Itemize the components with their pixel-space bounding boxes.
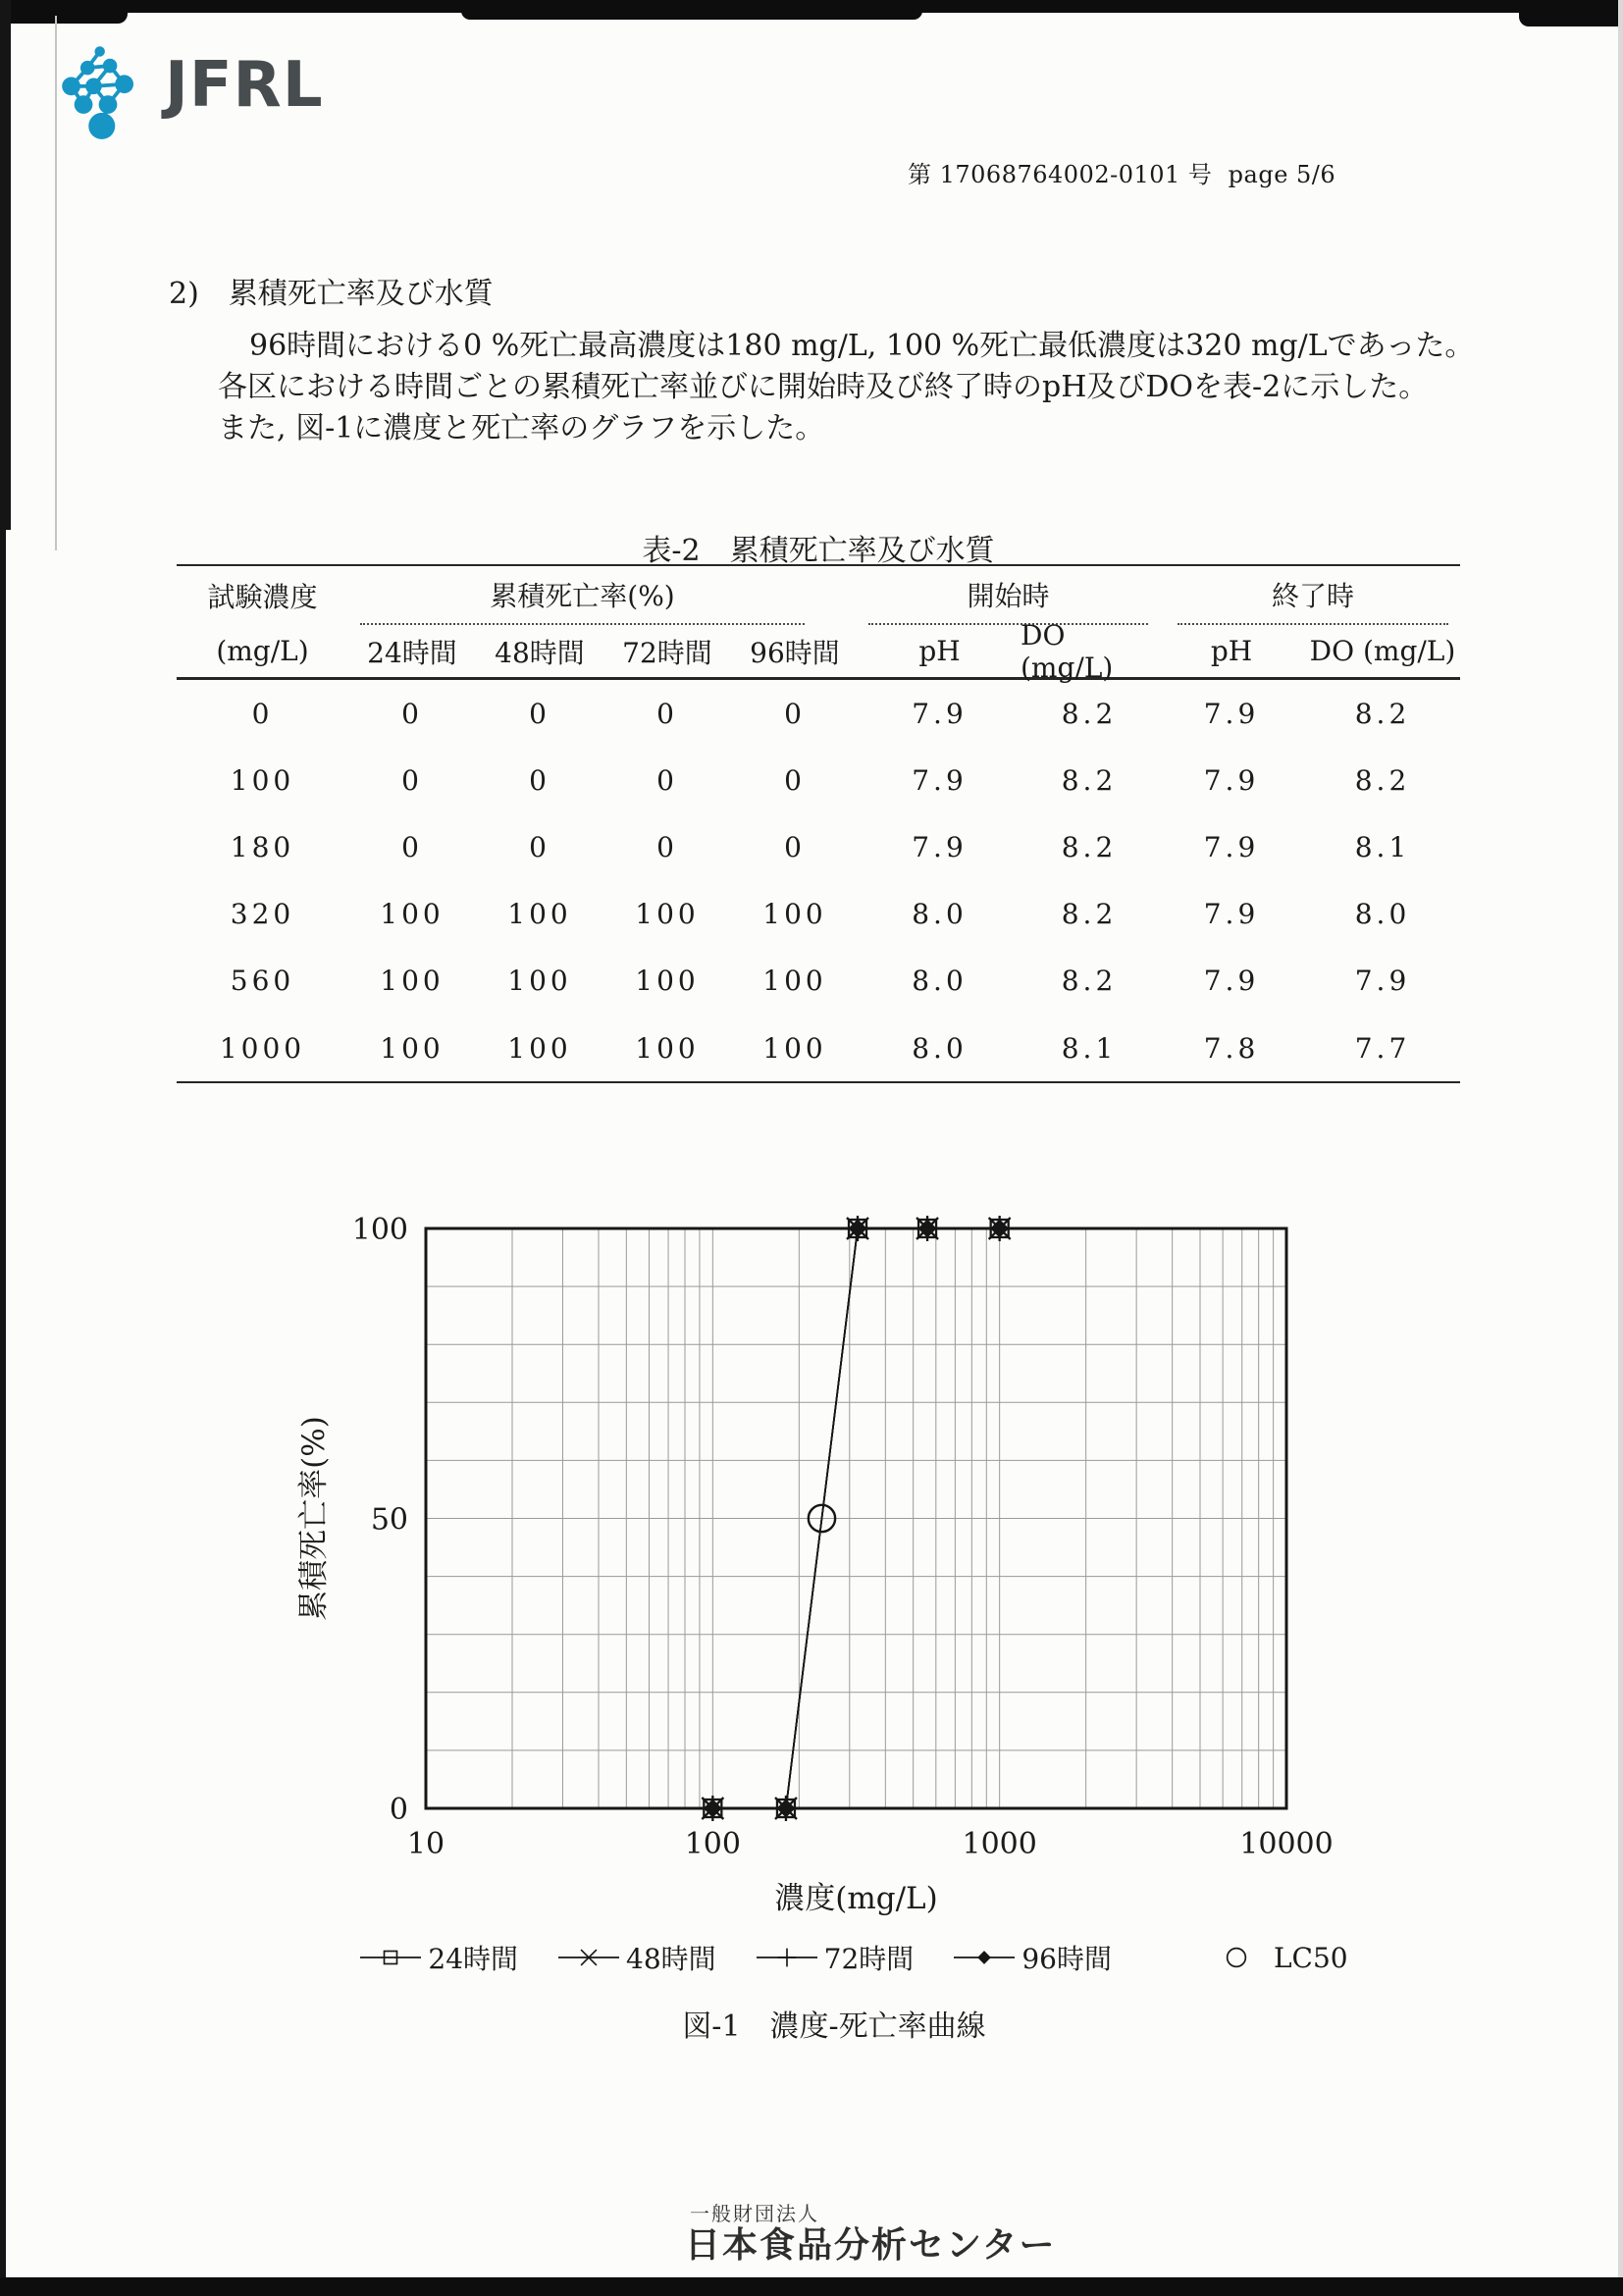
scan-artifact-top-left-corner [0,0,128,24]
legend-marker-circle-open-icon [1205,1944,1268,1971]
table-cell-m24: 100 [380,898,445,931]
legend-item-48時間 [557,1938,716,1977]
scan-artifact-left-edge [0,0,11,530]
col-group-start: 開始時 [868,566,1148,625]
legend-label: 96時間 [1021,1943,1112,1975]
table-cell-conc: 320 [230,898,295,931]
table-cell-ph_s: 7.9 [912,697,968,730]
svg-text:100: 100 [684,1827,741,1861]
legend-label: LC50 [1273,1941,1348,1974]
chart-ylabel: 累積死亡率(%) [296,1416,332,1621]
legend-label: 48時間 [626,1943,716,1975]
col-group-end: 終了時 [1178,566,1448,625]
legend-item-96時間 [953,1938,1112,1977]
legend-marker-diamond-icon [953,1944,1016,1971]
table-cell-m24: 0 [401,763,423,797]
table-cell-m72: 100 [635,1031,700,1065]
svg-text:100: 100 [351,1213,408,1247]
col-header-24h: 24時間 [367,636,457,669]
chart-gridlines [426,1228,1286,1808]
table-cell-m72: 100 [635,898,700,931]
table-cell-ph_s: 8.0 [912,898,968,931]
col-header-concentration-unit: (mg/L) [216,635,309,667]
table-cell-m48: 0 [529,697,550,730]
table-cell-conc: 180 [230,830,295,863]
table-cell-ph_s: 8.0 [912,1031,968,1065]
svg-text:50: 50 [370,1502,408,1538]
table-cell-conc: 1000 [219,1031,306,1065]
table-cell-m24: 100 [380,965,445,998]
table-cell-ph_e: 7.9 [1203,697,1260,730]
table-cell-ph_e: 7.9 [1203,830,1260,863]
table-cell-do_s: 8.2 [1061,830,1118,863]
legend-item-LC50 [1205,1942,1348,1974]
concentration-mortality-chart [275,1158,1393,1943]
legend-marker-plus-icon [756,1944,818,1971]
legend-item-72時間 [756,1938,915,1977]
table-cell-do_s: 8.2 [1061,697,1118,730]
table-cell-m96: 0 [784,697,806,730]
table-cell-m24: 0 [401,830,423,863]
table-cell-ph_s: 7.9 [912,763,968,797]
legend-marker-square-icon [359,1944,422,1971]
chart-legend [294,1938,1413,1977]
col-header-72h: 72時間 [622,636,712,669]
col-header-concentration: 試験濃度 [207,581,318,613]
table-cell-m96: 100 [762,898,827,931]
table-cell-m48: 0 [529,830,550,863]
svg-text:10000: 10000 [1239,1827,1334,1861]
col-group-mortality: 累積死亡率(%) [360,566,805,625]
table-cell-m24: 0 [401,697,423,730]
table-cell-conc: 100 [230,763,295,797]
col-header-96h: 96時間 [750,636,840,669]
paragraph-line: また, 図-1に濃度と死亡率のグラフを示した。 [218,411,825,445]
col-header-48h: 48時間 [495,636,585,669]
table-cell-conc: 0 [251,697,274,730]
legend-item-24時間 [359,1938,518,1977]
col-header-do-start: DO (mg/L) [1021,618,1114,684]
chart-xlabel: 濃度(mg/L) [774,1881,938,1916]
legend-marker-x-icon [557,1944,620,1971]
jfrl-logo [57,41,159,143]
section-heading: 2) 累積死亡率及び水質 [169,277,494,311]
table-cell-m48: 100 [507,965,572,998]
table-body [177,680,1460,1083]
table-cell-m72: 0 [656,697,678,730]
table-cell-do_s: 8.2 [1061,763,1118,797]
scan-artifact-top-right-corner [1519,0,1623,26]
table-cell-m48: 0 [529,763,550,797]
table-cell-do_s: 8.1 [1061,1031,1118,1065]
table-cell-do_e: 8.2 [1354,697,1411,730]
legend-label: 24時間 [428,1943,519,1975]
table-cell-ph_s: 7.9 [912,830,968,863]
mortality-chart [275,1158,1393,1943]
table-cell-m48: 100 [507,898,572,931]
document-number: 第 17068764002-0101 号 page 5/6 [908,161,1336,188]
table-cell-m96: 100 [762,1031,827,1065]
scan-artifact-bottom-edge [0,2277,1623,2296]
table-cell-ph_e: 7.9 [1203,763,1260,797]
table-cell-ph_e: 7.8 [1203,1031,1260,1065]
scan-artifact-right-edge [1618,0,1623,2296]
legend-label: 72時間 [823,1943,915,1975]
chart-tick-labels [352,1213,1334,1861]
table-cell-do_e: 8.0 [1354,898,1411,931]
table-title: 表-2 累積死亡率及び水質 [642,534,995,568]
table-cell-do_e: 7.7 [1354,1031,1411,1065]
col-header-do-end: DO (mg/L) [1309,635,1456,667]
table-cell-m72: 100 [635,965,700,998]
footer-org-name: 日本食品分析センター [685,2225,1057,2266]
table-cell-m48: 100 [507,1031,572,1065]
table-cell-m96: 0 [784,763,806,797]
jfrl-molecule-icon [57,41,159,139]
table-cell-m72: 0 [656,763,678,797]
table-cell-do_s: 8.2 [1061,898,1118,931]
table-header [177,564,1460,684]
table-cell-m96: 0 [784,830,806,863]
col-header-ph-start: pH [918,635,961,667]
table-cell-do_s: 8.2 [1061,965,1118,998]
table-cell-conc: 560 [230,965,295,998]
table-cell-m96: 100 [762,965,827,998]
svg-text:0: 0 [389,1793,408,1827]
table-cell-ph_e: 7.9 [1203,965,1260,998]
section-paragraph [218,326,1484,449]
table-cell-do_e: 8.1 [1354,830,1411,863]
table-cell-m24: 100 [380,1031,445,1065]
paragraph-line: 96時間における0 %死亡最高濃度は180 mg/L, 100 %死亡最低濃度は320 mg/Lであった。 [249,329,1475,363]
scan-artifact-top-edge [461,0,922,20]
table-cell-do_e: 7.9 [1354,965,1411,998]
table-cell-ph_s: 8.0 [912,965,968,998]
figure-caption: 図-1 濃度-死亡率曲線 [682,2009,986,2044]
col-header-ph-end: pH [1210,635,1253,667]
svg-text:10: 10 [406,1827,445,1861]
table-cell-do_e: 8.2 [1354,763,1411,797]
paragraph-line: 各区における時間ごとの累積死亡率並びに開始時及び終了時のpH及びDOを表-2に示した。 [218,370,1429,404]
table-cell-m72: 0 [656,830,678,863]
jfrl-logo-text: JFRL [165,49,324,122]
svg-text:1000: 1000 [962,1827,1037,1861]
table-cell-ph_e: 7.9 [1203,898,1260,931]
footer-org-type: 一般財団法人 [690,2202,819,2225]
